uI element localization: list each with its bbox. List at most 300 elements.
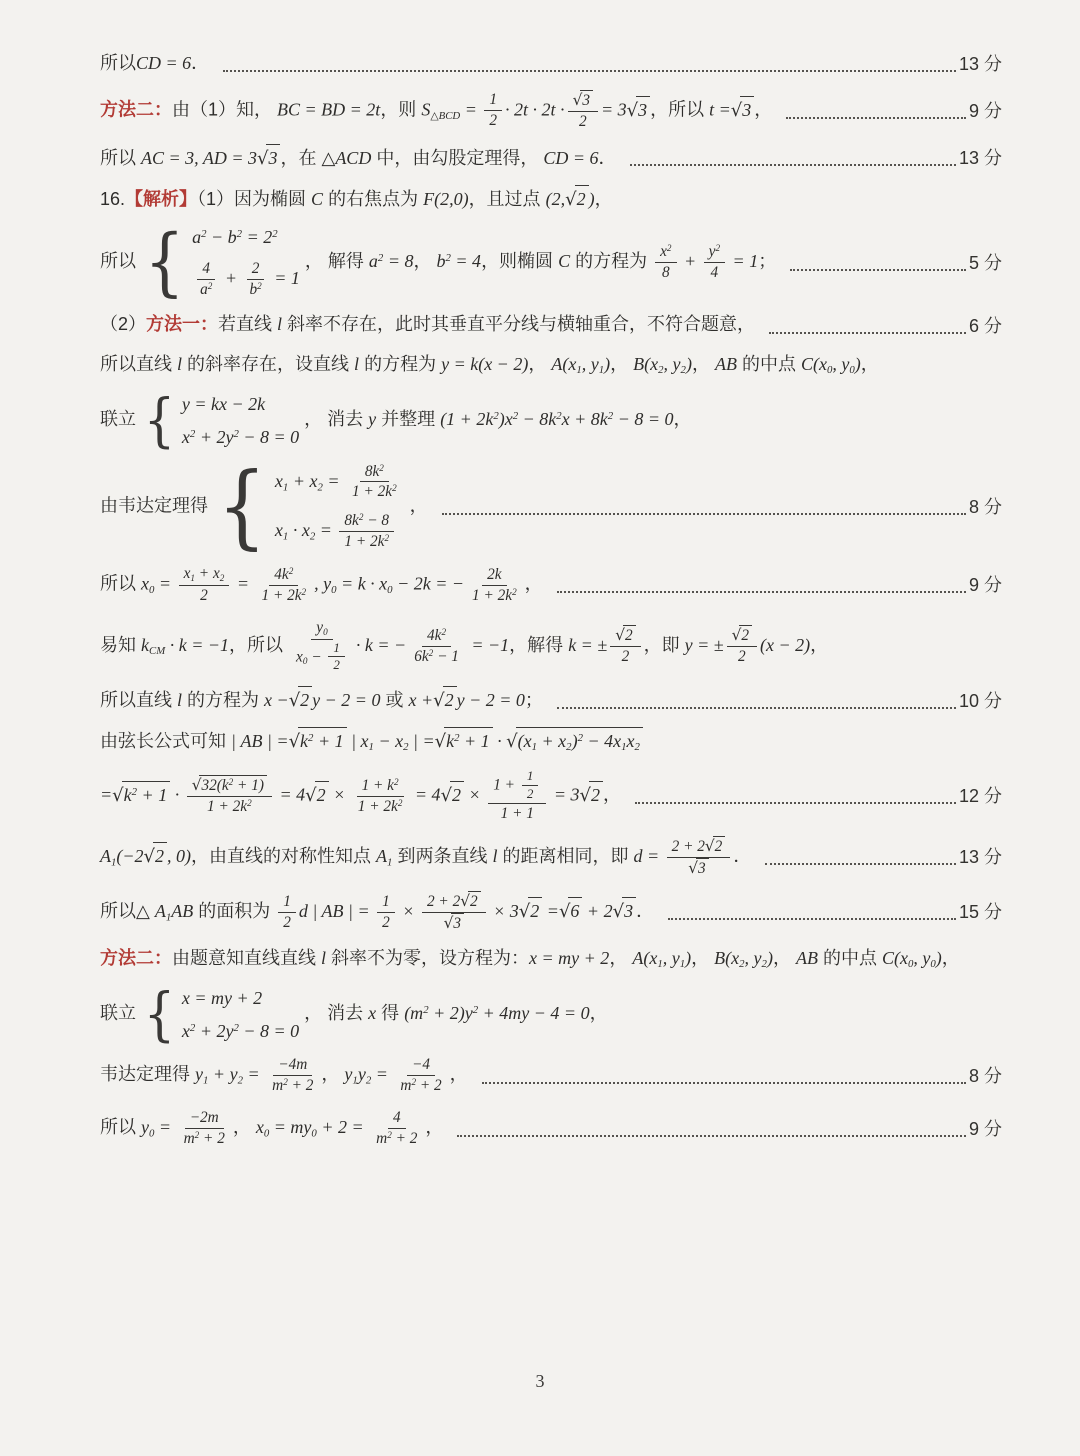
math-run: A bbox=[376, 846, 388, 866]
radical-content bbox=[568, 897, 582, 926]
leader-dots bbox=[668, 918, 956, 920]
math-run: l bbox=[354, 354, 360, 375]
math-run: 1 bbox=[333, 639, 340, 655]
fraction-denominator bbox=[733, 647, 751, 667]
subscript: 0 bbox=[907, 958, 914, 971]
math-run: + 1 bbox=[137, 784, 168, 805]
math-run: 6k bbox=[414, 647, 429, 665]
subscript: 2 bbox=[634, 741, 640, 754]
fraction-denominator bbox=[256, 586, 311, 606]
math-run: m bbox=[376, 1129, 388, 1147]
fraction bbox=[667, 836, 731, 879]
page-number: 3 bbox=[535, 1371, 545, 1391]
fraction bbox=[179, 1108, 230, 1149]
radical-content bbox=[516, 727, 643, 756]
score-label: 8 分 bbox=[968, 496, 1002, 517]
fraction-numerator bbox=[488, 768, 546, 804]
math-run: 2 bbox=[624, 627, 633, 645]
superscript: 2 bbox=[512, 586, 517, 597]
subscript: 0 bbox=[387, 584, 393, 597]
radical-content bbox=[315, 781, 329, 810]
solution-line-18 bbox=[100, 980, 1002, 1049]
fraction-denominator bbox=[278, 913, 296, 933]
math-run: 2 bbox=[576, 188, 586, 209]
fraction-numerator bbox=[388, 1108, 406, 1129]
subscript: 0 bbox=[302, 655, 308, 666]
text-run: 的方程为 bbox=[359, 354, 442, 375]
radical bbox=[112, 781, 170, 810]
math-run: 2 bbox=[741, 627, 750, 645]
line-text bbox=[100, 891, 654, 934]
math-run: 1 + 2k bbox=[261, 586, 302, 604]
radical bbox=[731, 96, 754, 125]
radical bbox=[565, 185, 588, 214]
math-run: BC = BD = 2t bbox=[277, 99, 381, 120]
math-run: 2 bbox=[452, 784, 462, 805]
math-run: 3 bbox=[742, 99, 752, 120]
math-run: k bbox=[300, 731, 309, 752]
fraction bbox=[395, 1055, 446, 1096]
math-run: + x bbox=[537, 731, 567, 752]
math-run: b bbox=[436, 251, 446, 272]
math-run: = 2 bbox=[242, 227, 273, 248]
dot-leader bbox=[654, 900, 1002, 924]
fraction bbox=[655, 242, 676, 283]
math-run: C bbox=[558, 251, 571, 272]
math-run: 1 + 2k bbox=[352, 483, 393, 501]
math-run: − 2k = − bbox=[392, 573, 465, 594]
solution-line-16 bbox=[100, 891, 1002, 934]
math-run: = 4 bbox=[274, 784, 306, 805]
math-run: 1 bbox=[489, 91, 498, 109]
radical bbox=[289, 686, 312, 715]
system-rows bbox=[182, 986, 299, 1044]
fraction-numerator bbox=[187, 775, 272, 797]
superscript: 2 bbox=[393, 776, 399, 787]
superscript: 2 bbox=[207, 280, 213, 291]
radical-content bbox=[696, 858, 709, 879]
text-run: 并整理 bbox=[376, 409, 441, 430]
radical-sign-icon: √ bbox=[191, 776, 202, 795]
solution-line-10 bbox=[100, 564, 1002, 606]
math-run: ) bbox=[766, 948, 773, 969]
math-run: 2 bbox=[738, 648, 746, 666]
math-run: + x bbox=[288, 470, 318, 491]
dot-leader bbox=[543, 689, 1002, 713]
math-run: 1 bbox=[283, 892, 291, 910]
left-brace-icon: { bbox=[217, 454, 267, 560]
text-run: ． bbox=[733, 846, 752, 866]
fraction-numerator bbox=[247, 259, 265, 280]
math-run: k bbox=[446, 731, 455, 752]
superscript: 2 bbox=[233, 427, 239, 440]
math-run: 2 bbox=[333, 657, 340, 673]
fraction-denominator bbox=[291, 640, 353, 675]
text-run: 易知 bbox=[100, 634, 142, 655]
dot-leader bbox=[621, 784, 1002, 808]
math-run: B(x bbox=[633, 354, 659, 375]
text-run: ， bbox=[413, 251, 437, 272]
math-run: x bbox=[296, 648, 303, 666]
radical bbox=[627, 96, 650, 125]
math-run: m bbox=[272, 1077, 284, 1095]
fraction bbox=[256, 565, 311, 606]
superscript: 2 bbox=[247, 798, 252, 808]
math-run: = bbox=[315, 520, 337, 541]
superscript: 2 bbox=[441, 626, 447, 637]
math-run: , 0) bbox=[167, 846, 192, 866]
fraction-numerator bbox=[311, 618, 332, 640]
superscript: 2 bbox=[387, 1129, 392, 1140]
line-text bbox=[100, 454, 428, 560]
math-run: y bbox=[708, 243, 716, 261]
fraction-denominator bbox=[245, 280, 267, 300]
solution-line-6 bbox=[100, 311, 1002, 339]
fraction-denominator bbox=[706, 263, 724, 283]
math-run: − 8 = 0 bbox=[238, 426, 300, 447]
radical-sign-icon: √ bbox=[443, 913, 454, 932]
fraction-numerator bbox=[610, 625, 640, 647]
subscript: 1 bbox=[368, 741, 374, 754]
fraction-numerator bbox=[273, 1055, 312, 1076]
score-label: 10 分 bbox=[958, 690, 1002, 711]
fraction-denominator bbox=[339, 532, 394, 552]
text-run: ， bbox=[860, 354, 879, 375]
math-run: 3 bbox=[453, 914, 461, 932]
math-run: − bbox=[307, 648, 326, 666]
text-run: ， bbox=[691, 948, 715, 969]
math-run: 2 bbox=[489, 112, 498, 130]
text-run: ， bbox=[589, 1003, 608, 1024]
math-run: d | AB | = bbox=[298, 900, 375, 921]
math-run: x bbox=[660, 243, 667, 261]
math-run: 6 bbox=[570, 900, 580, 921]
superscript: 2 bbox=[445, 252, 451, 265]
math-run: 1 + 2k bbox=[207, 798, 248, 816]
text-run: 所以 bbox=[100, 1117, 142, 1138]
solution-line-17 bbox=[100, 945, 1002, 973]
math-run: k = ± bbox=[568, 634, 608, 655]
math-run: · bbox=[170, 784, 184, 805]
math-run: ) bbox=[588, 188, 595, 209]
math-run: (m bbox=[404, 1003, 424, 1024]
text-run: 16. bbox=[100, 188, 126, 209]
text-run: ，所以 bbox=[229, 634, 289, 655]
radical-sign-icon: √ bbox=[288, 731, 301, 753]
math-run: | = bbox=[408, 731, 435, 752]
fraction-denominator bbox=[467, 586, 522, 606]
fraction bbox=[328, 640, 345, 675]
superscript: 2 bbox=[397, 797, 403, 808]
fraction bbox=[291, 618, 353, 674]
radical bbox=[579, 781, 602, 810]
math-run: + 1) bbox=[233, 777, 264, 795]
text-run: ， bbox=[691, 354, 715, 375]
fraction-denominator bbox=[657, 263, 675, 283]
math-run: ) bbox=[935, 948, 942, 969]
dot-leader bbox=[428, 495, 1002, 519]
math-run: x = my + 2 bbox=[529, 948, 610, 969]
radical bbox=[435, 727, 493, 756]
math-run: 8 bbox=[661, 263, 670, 281]
math-run: S bbox=[421, 99, 431, 120]
dot-leader bbox=[772, 99, 1002, 123]
fraction-numerator bbox=[269, 565, 298, 586]
math-run: y bbox=[195, 1064, 204, 1085]
math-run: AB bbox=[795, 948, 818, 969]
math-run: · bbox=[492, 731, 507, 752]
text-run: ， bbox=[409, 495, 428, 516]
fraction-numerator bbox=[179, 564, 230, 586]
superscript: 2 bbox=[379, 462, 384, 473]
line-text bbox=[100, 386, 692, 455]
text-run: 的中点 bbox=[817, 948, 882, 969]
math-run: , y bbox=[663, 354, 681, 375]
line-text bbox=[100, 185, 613, 214]
text-run: ，由直线的对称性知点 bbox=[191, 846, 377, 866]
leader-dots bbox=[765, 863, 956, 865]
fraction bbox=[488, 768, 546, 824]
solution-content bbox=[100, 50, 1002, 1149]
superscript: 2 bbox=[189, 1021, 196, 1034]
fraction-numerator bbox=[667, 836, 731, 858]
radical-sign-icon: √ bbox=[572, 90, 583, 109]
score-label: 5 分 bbox=[968, 252, 1002, 273]
math-run: = bbox=[371, 1064, 393, 1085]
math-run: − 4x bbox=[582, 731, 622, 752]
math-run: − 8k bbox=[518, 409, 557, 430]
line-text bbox=[100, 50, 209, 78]
math-run: −4m bbox=[278, 1056, 308, 1074]
method-label-red: 【解析】 bbox=[125, 188, 198, 209]
radical bbox=[289, 727, 347, 756]
superscript: 2 bbox=[377, 252, 384, 265]
solution-line-15 bbox=[100, 836, 1002, 879]
fraction-numerator bbox=[377, 892, 395, 913]
text-run: 斜率不存在，此时其垂直平分线与横轴重合，不符合题意， bbox=[282, 314, 756, 335]
fraction bbox=[267, 1055, 318, 1096]
text-run: 所以 bbox=[100, 251, 136, 272]
subscript: 1 bbox=[387, 856, 393, 869]
subscript: 0 bbox=[149, 1127, 155, 1140]
fraction-numerator bbox=[357, 776, 404, 797]
text-run: 中，由勾股定理得， bbox=[371, 147, 544, 168]
math-run: | AB | = bbox=[231, 731, 289, 752]
math-run: k bbox=[123, 784, 132, 805]
fraction-denominator bbox=[328, 657, 345, 674]
math-run: l bbox=[177, 690, 183, 711]
subscript: 1 bbox=[657, 958, 663, 971]
superscript: 2 bbox=[131, 785, 138, 798]
math-run: = bbox=[232, 573, 254, 594]
solution-line-3 bbox=[100, 144, 1002, 173]
math-run: = bbox=[242, 1064, 265, 1085]
math-run: 2 bbox=[621, 648, 630, 666]
radical-content bbox=[298, 727, 347, 756]
superscript: 2 bbox=[428, 647, 434, 658]
score-label: 8 分 bbox=[968, 1065, 1002, 1086]
fraction-denominator bbox=[347, 482, 402, 502]
radical-content bbox=[739, 625, 752, 646]
system-row bbox=[275, 511, 397, 552]
subscript: 2 bbox=[658, 364, 664, 377]
line-text bbox=[100, 686, 543, 715]
math-run: y bbox=[316, 618, 324, 636]
math-run: = bbox=[460, 99, 482, 120]
fraction-numerator bbox=[328, 640, 345, 658]
radical-content bbox=[199, 775, 267, 796]
text-run: 联立 bbox=[100, 409, 136, 430]
superscript: 2 bbox=[715, 243, 721, 254]
math-run: 3 bbox=[582, 91, 590, 109]
text-run: ． bbox=[598, 147, 617, 168]
text-run: ， bbox=[610, 354, 634, 375]
math-run: 4 bbox=[392, 1109, 401, 1127]
radical bbox=[732, 625, 752, 646]
math-run: −4 bbox=[412, 1056, 431, 1074]
fraction bbox=[371, 1108, 422, 1149]
dot-leader bbox=[468, 1064, 1002, 1088]
radical-content bbox=[468, 891, 481, 912]
radical-content bbox=[298, 686, 312, 715]
method-label-red: 方法一： bbox=[146, 314, 219, 335]
subscript: 0 bbox=[331, 584, 337, 597]
solution-line-11 bbox=[100, 618, 1002, 674]
math-run: 2 bbox=[283, 913, 291, 931]
math-run: 4 bbox=[202, 259, 211, 277]
math-run: + 2)y bbox=[428, 1003, 473, 1024]
solution-line-12 bbox=[100, 686, 1002, 715]
superscript: 2 bbox=[201, 228, 207, 241]
math-run: 2 bbox=[200, 587, 208, 605]
system-rows bbox=[182, 392, 299, 450]
math-run: 1 + 2k bbox=[472, 586, 513, 604]
math-run: C(x bbox=[800, 354, 827, 375]
radical-content bbox=[580, 90, 593, 111]
fraction bbox=[467, 565, 522, 606]
radical-sign-icon: √ bbox=[518, 900, 531, 922]
subscript: 1 bbox=[190, 573, 195, 584]
radical-sign-icon: √ bbox=[434, 731, 447, 753]
math-run: × bbox=[397, 900, 419, 921]
system-row bbox=[182, 425, 299, 449]
solution-line-8 bbox=[100, 386, 1002, 455]
math-run: 2 bbox=[578, 112, 587, 130]
math-run: 32(k bbox=[201, 777, 229, 795]
math-run: 1 + k bbox=[361, 776, 394, 794]
line-text bbox=[100, 768, 621, 824]
math-run: x bbox=[368, 1003, 377, 1024]
radical bbox=[705, 836, 725, 857]
superscript: 2 bbox=[301, 586, 307, 597]
text-run: ，则 bbox=[380, 99, 422, 120]
math-run: A bbox=[100, 846, 111, 866]
subscript: 1 bbox=[352, 1074, 358, 1087]
subscript: 1 bbox=[282, 480, 289, 493]
radical bbox=[444, 913, 464, 934]
math-run: 4 bbox=[710, 263, 719, 281]
math-run: = bbox=[154, 573, 176, 594]
radical-sign-icon: √ bbox=[730, 99, 743, 121]
fraction bbox=[727, 625, 757, 667]
math-run: , y bbox=[314, 573, 332, 594]
text-run: 的中点 bbox=[736, 354, 801, 375]
math-run: , y bbox=[913, 948, 931, 969]
superscript: 2 bbox=[358, 512, 364, 523]
math-run: 3 bbox=[624, 900, 634, 921]
fraction-denominator bbox=[377, 913, 395, 933]
math-run: 2 bbox=[469, 892, 478, 910]
superscript: 2 bbox=[194, 1129, 200, 1140]
math-run: (−2 bbox=[116, 846, 144, 866]
math-run: × bbox=[328, 784, 350, 805]
radical-content bbox=[444, 727, 493, 756]
math-run: = bbox=[100, 784, 113, 805]
math-run: + 2 bbox=[416, 1077, 442, 1095]
math-run: y bbox=[357, 1064, 366, 1085]
solution-line-7 bbox=[100, 351, 1002, 379]
text-run: 若直线 bbox=[218, 314, 278, 335]
text-run: ，所以 bbox=[650, 99, 710, 120]
line-text bbox=[100, 90, 772, 132]
math-run: + 1 bbox=[313, 731, 344, 752]
radical-sign-icon: √ bbox=[256, 147, 269, 169]
fraction bbox=[422, 891, 486, 934]
fraction bbox=[377, 892, 395, 933]
text-run: ， bbox=[941, 948, 960, 969]
math-run: ) bbox=[854, 354, 861, 375]
score-label: 9 分 bbox=[968, 575, 1002, 596]
fraction-numerator bbox=[482, 565, 506, 586]
radical-content bbox=[122, 781, 171, 810]
leader-dots bbox=[442, 513, 966, 515]
subscript: 2 bbox=[680, 364, 686, 377]
leader-dots bbox=[635, 802, 956, 804]
math-run: k bbox=[141, 634, 150, 655]
leader-dots bbox=[630, 164, 955, 166]
subscript: 0 bbox=[149, 584, 155, 597]
dot-leader bbox=[543, 573, 1002, 597]
text-run: ，解得 bbox=[509, 634, 569, 655]
math-run: 3 bbox=[638, 99, 648, 120]
superscript: 2 bbox=[512, 410, 519, 423]
subscript: 1 bbox=[679, 958, 686, 971]
math-run: A(x bbox=[632, 948, 658, 969]
math-run: + 2 bbox=[391, 1129, 418, 1147]
line-text bbox=[100, 351, 879, 379]
math-run: x bbox=[181, 1020, 190, 1041]
radical bbox=[460, 891, 480, 912]
math-run: )x bbox=[498, 409, 513, 430]
left-brace-icon: { bbox=[143, 386, 176, 455]
math-run: + 2y bbox=[195, 426, 234, 447]
math-run: 4k bbox=[274, 565, 289, 583]
superscript: 2 bbox=[472, 1004, 479, 1017]
dot-leader bbox=[616, 146, 1002, 170]
text-run: ， bbox=[754, 99, 773, 120]
math-run: | x bbox=[346, 731, 369, 752]
left-brace-icon: { bbox=[144, 219, 185, 306]
math-run: x bbox=[255, 1117, 264, 1138]
equation-system bbox=[141, 219, 300, 306]
solution-line-19 bbox=[100, 1055, 1002, 1096]
solution-line-2 bbox=[100, 90, 1002, 132]
math-run: 2 + 2 bbox=[671, 837, 705, 855]
method-label-red: 方法二： bbox=[100, 948, 172, 969]
fraction-denominator bbox=[409, 647, 464, 667]
subscript: 2 bbox=[739, 958, 745, 971]
subscript: 1 bbox=[621, 741, 627, 754]
